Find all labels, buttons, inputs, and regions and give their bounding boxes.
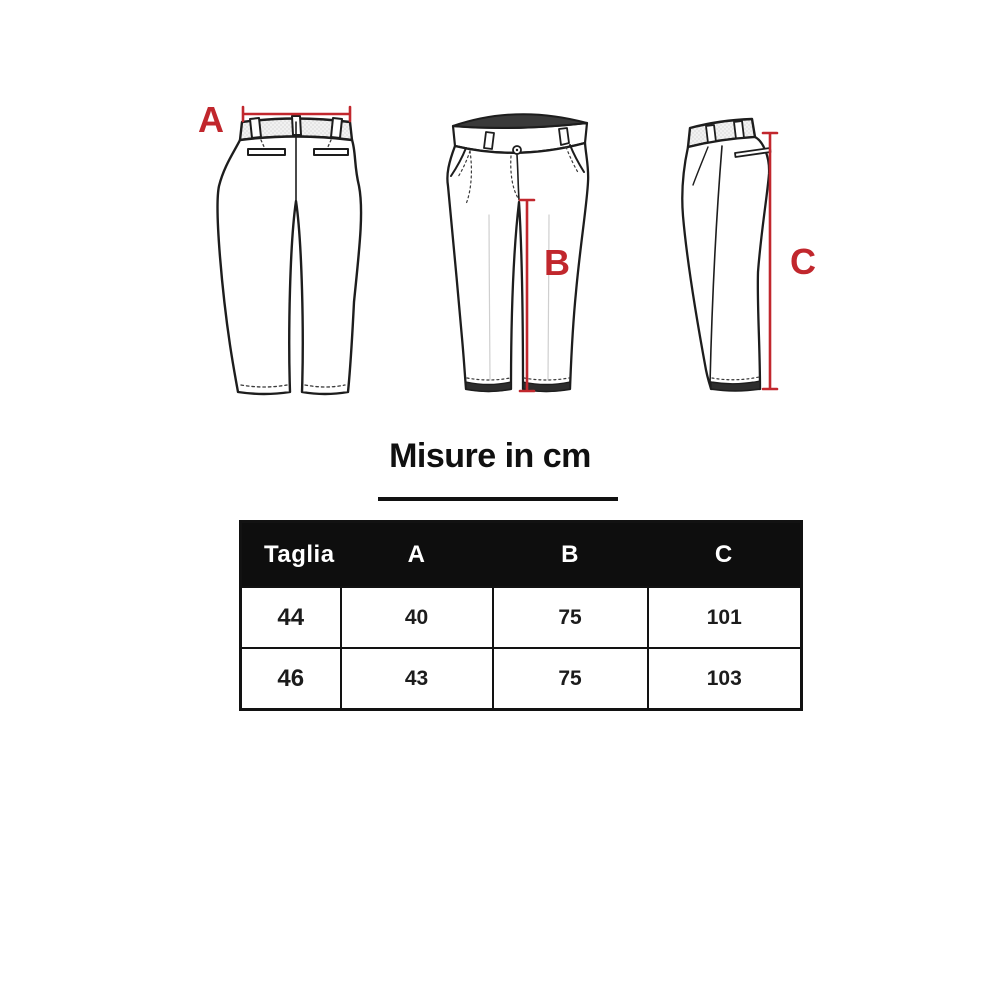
page-title: Misure in cm: [389, 437, 591, 475]
title-underline: [378, 497, 618, 501]
measure-label-c: C: [790, 241, 816, 282]
cell-46-b: 75: [493, 648, 648, 710]
cell-size-46: 46: [241, 648, 341, 710]
cell-46-a: 43: [341, 648, 493, 710]
measure-label-a: A: [198, 99, 224, 140]
size-row-46: [241, 648, 802, 710]
cell-44-a: 40: [341, 587, 493, 648]
size-table: [239, 520, 803, 711]
column-header-a: A: [341, 522, 493, 588]
cell-44-c: 101: [648, 587, 802, 648]
column-header-b: B: [493, 522, 648, 588]
back-pants-body: [218, 137, 362, 395]
front-inner-back-band: [453, 114, 587, 128]
column-header-taglia: Taglia: [241, 522, 341, 588]
size-row-44: [241, 587, 802, 648]
pants-back-view-drawing: [193, 93, 375, 408]
measure-label-b: B: [544, 242, 570, 283]
pants-front-view-drawing: [433, 93, 603, 408]
side-pants-body: [682, 137, 769, 389]
column-header-c: C: [648, 522, 802, 588]
size-table-header-row: [241, 522, 802, 588]
cell-46-c: 103: [648, 648, 802, 710]
cell-44-b: 75: [493, 587, 648, 648]
cell-size-44: 44: [241, 587, 341, 648]
waist-button-center: [516, 149, 518, 151]
